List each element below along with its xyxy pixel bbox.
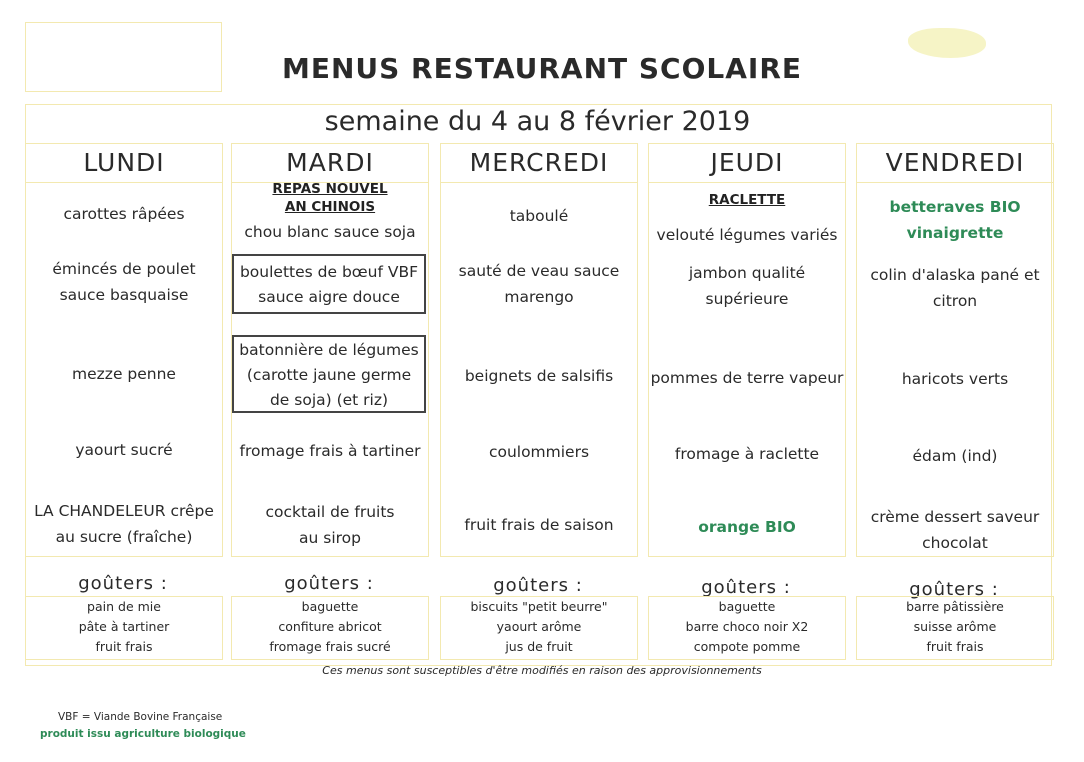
menu-item-starter: carottes râpées	[63, 205, 185, 223]
disclaimer-note: Ces menus sont susceptibles d'être modifiés en raison des approvisionnements	[322, 664, 762, 677]
legend-vbf: VBF = Viande Bovine Française	[58, 711, 223, 723]
gouter-item: suisse arôme	[913, 619, 997, 634]
day-header: MERCREDI	[441, 144, 637, 183]
gouter-item: pain de mie	[87, 599, 161, 614]
menu-item-side: beignets de salsifis	[464, 367, 614, 385]
day-column-mardi	[231, 143, 429, 557]
gouter-title: goûters :	[284, 573, 374, 594]
menu-item-starter: chou blanc sauce soja	[244, 223, 416, 241]
menu-item-starter: velouté légumes variés	[656, 226, 838, 244]
day-header: JEUDI	[649, 144, 845, 183]
gouter-item: biscuits "petit beurre"	[470, 599, 608, 614]
legend-bio: produit issu agriculture biologique	[40, 728, 246, 740]
gouter-title: goûters :	[78, 573, 168, 594]
menu-item-dairy: fromage frais à tartiner	[239, 442, 421, 460]
gouter-box-lundi	[25, 596, 223, 660]
day-header: VENDREDI	[857, 144, 1053, 183]
menu-item-side: mezze penne	[72, 365, 176, 383]
day-column-mercredi	[440, 143, 638, 557]
menu-item-main: jambon qualité supérieure	[688, 264, 806, 308]
gouter-item: yaourt arôme	[496, 619, 582, 634]
gouter-item: fruit frais	[926, 639, 984, 654]
gouter-box-vendredi	[856, 596, 1054, 660]
gouter-item: jus de fruit	[505, 639, 573, 654]
gouter-title: goûters :	[909, 579, 999, 600]
gouter-item: confiture abricot	[278, 619, 382, 634]
day-header: MARDI	[232, 144, 428, 183]
menu-item-dessert: fruit frais de saison	[464, 516, 614, 534]
gouter-item: pâte à tartiner	[78, 619, 170, 634]
menu-item-dessert: LA CHANDELEUR crêpe au sucre (fraîche)	[34, 502, 214, 546]
gouter-title: goûters :	[493, 575, 583, 596]
menu-item-starter: betteraves BIO vinaigrette	[889, 198, 1021, 242]
menu-item-dairy: coulommiers	[488, 443, 590, 461]
menu-item-dairy: yaourt sucré	[75, 441, 173, 459]
gouter-item: barre pâtissière	[906, 599, 1004, 614]
day-column-lundi	[25, 143, 223, 557]
menu-item-dessert: orange BIO	[698, 518, 796, 536]
menu-item-dairy: édam (ind)	[912, 447, 998, 465]
gouter-box-jeudi	[648, 596, 846, 660]
menu-item-side: haricots verts	[901, 370, 1009, 388]
gouter-item: barre choco noir X2	[685, 619, 809, 634]
menu-item-starter: taboulé	[509, 207, 569, 225]
gouter-item: fruit frais	[95, 639, 153, 654]
menu-item-main-boxed: boulettes de bœuf VBF sauce aigre douce	[232, 254, 426, 314]
menu-item-side: pommes de terre vapeur	[650, 369, 844, 387]
gouter-item: baguette	[301, 599, 359, 614]
special-meal-label: REPAS NOUVEL AN CHINOIS	[272, 181, 388, 215]
menu-item-dessert: crème dessert saveur chocolat	[870, 508, 1040, 552]
gouter-item: fromage frais sucré	[269, 639, 391, 654]
gouter-title: goûters :	[701, 577, 791, 598]
menu-item-dairy: fromage à raclette	[674, 445, 820, 463]
gouter-box-mardi	[231, 596, 429, 660]
special-meal-label: RACLETTE	[708, 192, 786, 208]
day-column-vendredi	[856, 143, 1054, 557]
day-header: LUNDI	[26, 144, 222, 183]
menu-item-main: colin d'alaska pané et citron	[870, 266, 1040, 310]
menu-item-side-boxed: batonnière de légumes (carotte jaune germe de soja) (et riz)	[232, 335, 426, 413]
gouter-box-mercredi	[440, 596, 638, 660]
gouter-item: baguette	[718, 599, 776, 614]
page-title: MENUS RESTAURANT SCOLAIRE	[281, 52, 803, 85]
menu-item-main: émincés de poulet sauce basquaise	[52, 260, 196, 304]
menu-item-main: sauté de veau sauce marengo	[458, 262, 620, 306]
gouter-item: compote pomme	[693, 639, 801, 654]
day-column-jeudi	[648, 143, 846, 557]
week-label: semaine du 4 au 8 février 2019	[324, 106, 751, 137]
menu-item-dessert: cocktail de fruits au sirop	[265, 503, 395, 547]
